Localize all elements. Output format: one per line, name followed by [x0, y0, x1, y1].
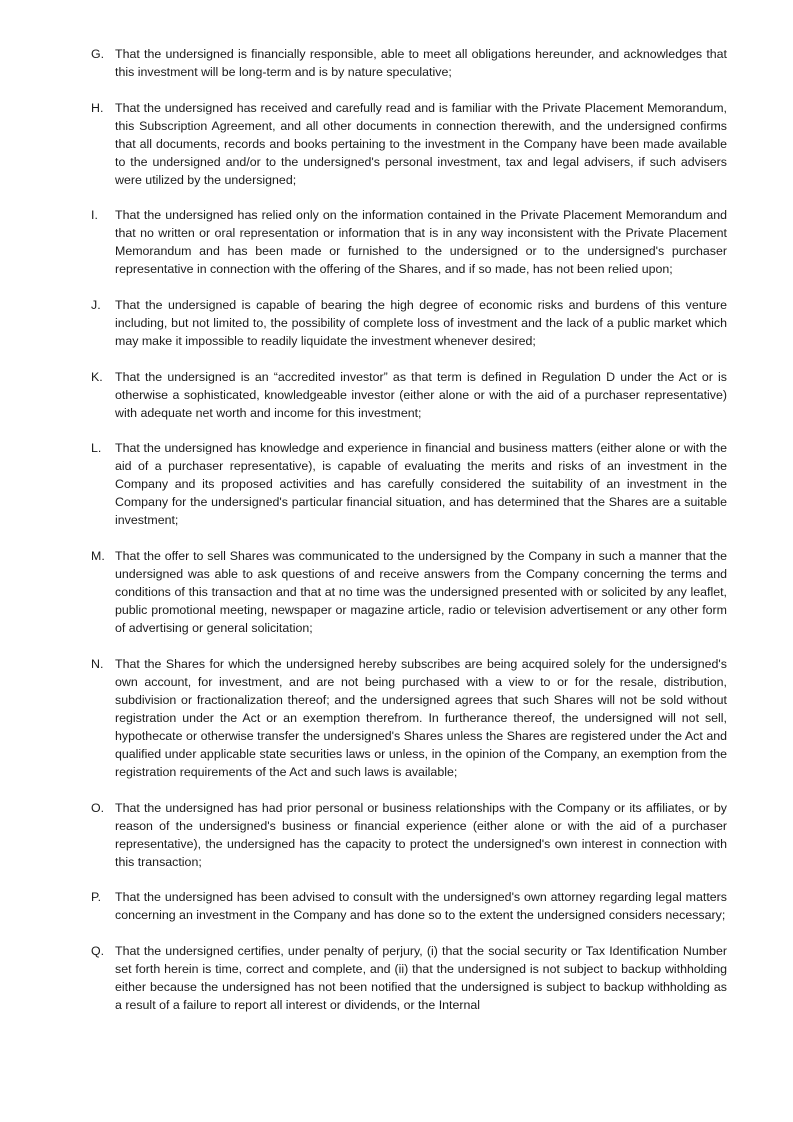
clause-m — [91, 547, 727, 637]
clause-q — [91, 942, 727, 1014]
clause-text: That the undersigned certifies, under penalty of perjury, (i) that the social security or Tax Identification Number set forth herein is time, correct and complete, and (ii) that the undersigned is not subject to backup withholding either because the undersigned has not been notified that the undersigned is subject to backup withholding as a result of a failure to report all interest or dividends, or the Internal — [115, 943, 727, 1013]
clause-letter: H. — [91, 100, 104, 115]
clause-letter: O. — [91, 800, 105, 815]
clause-text: That the undersigned has been advised to consult with the undersigned's own attorney regarding legal matters concerning an investment in the Company and has done so to the extent the undersigned considers necessary; — [115, 890, 727, 923]
clause-text: That the undersigned has received and carefully read and is familiar with the Private Placement Memorandum, this Subscription Agreement, and all other documents in connection therewith, and the undersigned confirms that all documents, records and books pertaining to the investment in the Company have been made available to the undersigned and/or to the undersigned's personal investment, tax and legal advisers, if such advisers were utilized by the undersigned; — [115, 100, 727, 187]
clause-text: That the undersigned is capable of bearing the high degree of economic risks and burdens of this venture including, but not limited to, the possibility of complete loss of investment and the lack of a public market which may make it impossible to readily liquidate the investment whenever desired; — [115, 298, 727, 349]
clause-text: That the undersigned is financially responsible, able to meet all obligations hereunder, and acknowledges that this investment will be long-term and is by nature speculative; — [115, 47, 727, 80]
clause-letter: L. — [91, 441, 102, 456]
clause-text: That the Shares for which the undersigned hereby subscribes are being acquired solely for the undersigned's own account, for investment, and are not being purchased with a view to or for the resale, distribution, subdivision or fractionalization thereof; and the undersigned agrees that such Shares will not be sold without registration under the Act or an exemption therefrom. In furtherance thereof, the undersigned will not sell, hypothecate or otherwise transfer the undersigned's Shares unless the Shares are registered under the Act and qualified under applicable state securities laws or unless, in the opinion of the Company, an exemption from the registration requirements of the Act and such laws is available; — [115, 656, 727, 780]
clause-letter: P. — [91, 890, 102, 905]
clause-list — [91, 45, 727, 1032]
clause-o — [91, 799, 727, 871]
clause-letter: I. — [91, 208, 98, 223]
clause-letter: M. — [91, 549, 105, 564]
clause-text: That the undersigned has had prior personal or business relationships with the Company or its affiliates, or by reason of the undersigned's business or financial experience (either alone or with the aid of a purchaser representative), the undersigned has the capacity to protect the undersigned's own interest in connection with this transaction; — [115, 800, 727, 869]
clause-text: That the undersigned has knowledge and experience in financial and business matters (either alone or with the aid of a purchaser representative), is capable of evaluating the merits and risks of an investment in the Company and its proposed activities and has carefully considered the suitability of an investment in the Company for the undersigned's particular financial situation, and has determined that the Shares are a suitable investment; — [115, 441, 727, 528]
clause-i — [91, 206, 727, 278]
clause-text: That the undersigned is an “accredited investor” as that term is defined in Regulation D under the Act or is otherwise a sophisticated, knowledgeable investor (either alone or with the aid of a purchaser representative) with adequate net worth and income for this investment; — [115, 369, 727, 420]
clause-p — [91, 888, 727, 924]
clause-j — [91, 296, 727, 350]
clause-k — [91, 368, 727, 422]
clause-text: That the offer to sell Shares was communicated to the undersigned by the Company in such a manner that the undersigned was able to ask questions of and receive answers from the Company concerning the terms and conditions of this transaction and that at no time was the undersigned presented with or solicited by any leaflet, public promotional meeting, newspaper or magazine article, radio or television advertisement or any other form of advertising or general solicitation; — [115, 549, 727, 636]
clause-l — [91, 439, 727, 529]
clause-letter: G. — [91, 47, 105, 61]
clause-letter: N. — [91, 656, 104, 671]
clause-n — [91, 655, 727, 781]
clause-letter: Q. — [91, 943, 105, 958]
clause-g — [91, 45, 727, 81]
clause-h — [91, 99, 727, 189]
clause-letter: K. — [91, 369, 103, 384]
clause-letter: J. — [91, 298, 101, 313]
clause-text: That the undersigned has relied only on the information contained in the Private Placement Memorandum and that no written or oral representation or information that is in any way inconsistent with the Private Placement Memorandum and has been made or furnished to the undersigned or to the undersigned's purchaser representative in connection with the offering of the Shares, and if so made, has not been relied upon; — [115, 208, 727, 277]
